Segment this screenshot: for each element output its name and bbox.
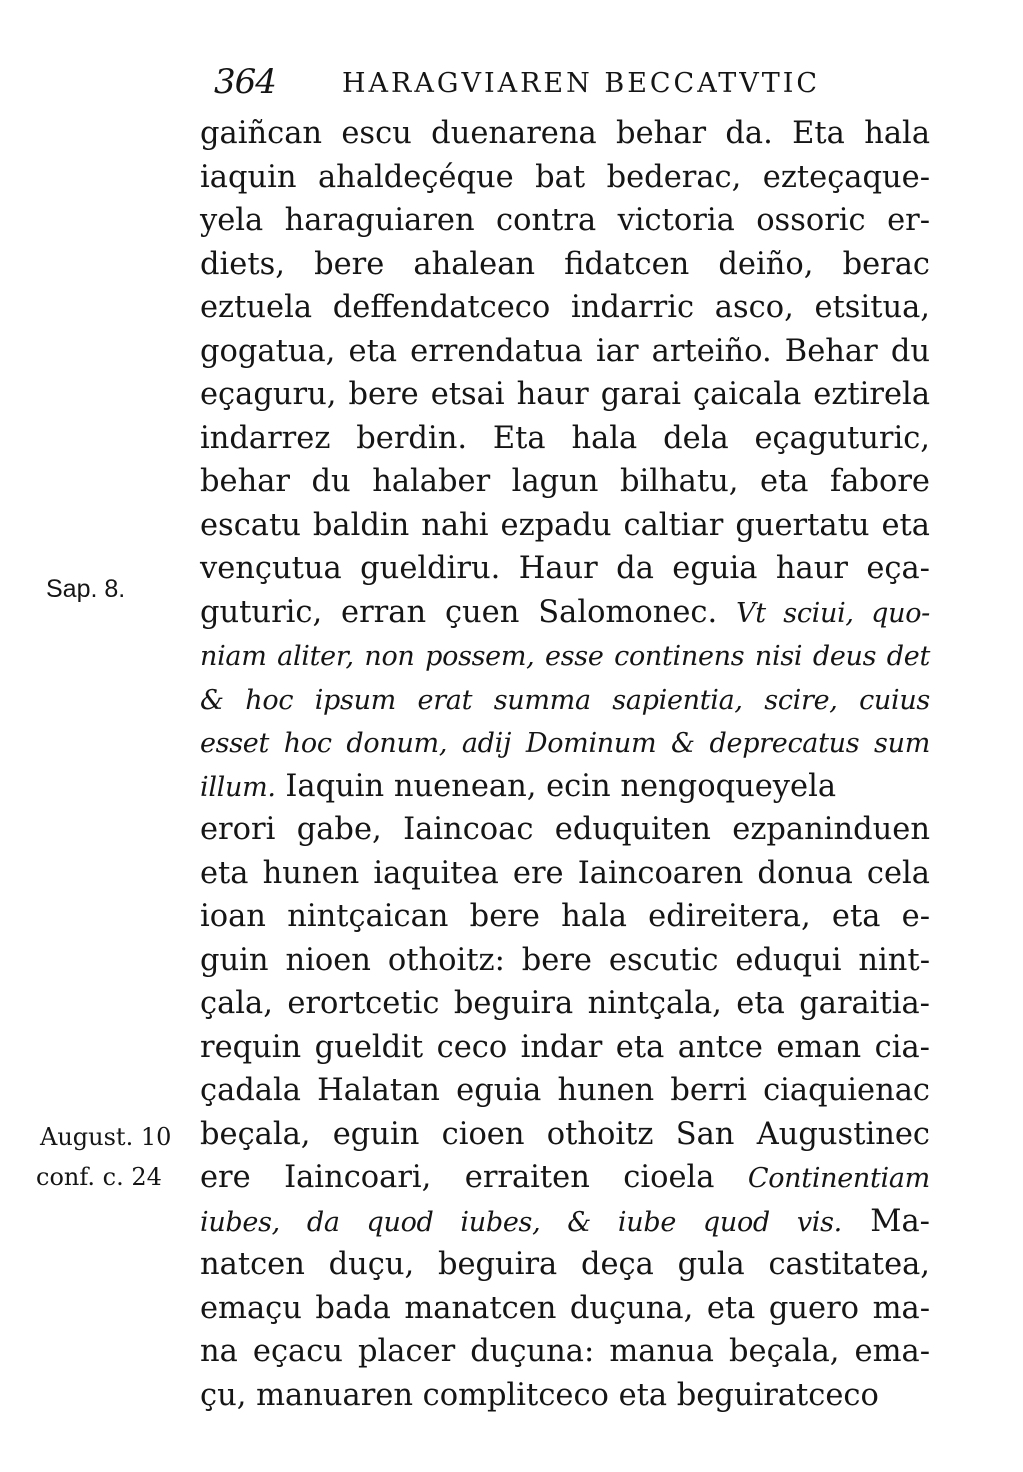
text-segment: iaquin ahaldeçéque bat bederac, ezteçaque- [200,159,930,195]
text-segment: requin gueldit ceco indar eta antce eman cia- [200,1029,930,1065]
text-segment: eçaguru, bere etsai haur garai çaicala eztirela [200,377,930,412]
text-line [200,417,930,461]
text-line [200,1113,930,1157]
text-segment: escatu baldin nahi ezpadu caltiar guertatu eta [200,507,930,543]
text-segment: indarrez berdin. Eta hala dela eçaguturic, [200,420,930,456]
latin-quote-segment: iubes, da quod iubes, & iube quod vis. [200,1206,842,1238]
text-line [200,243,930,287]
text-segment: ere Iaincoari, erraiten cioela [200,1160,748,1195]
text-segment: erori gabe, Iaincoac eduquiten ezpaninduen [200,812,930,847]
text-line [200,156,930,200]
latin-quote-segment: Vt sciui, quo- [736,597,930,629]
text-segment: ioan nintçaican bere hala edireitera, eta e- [200,899,930,934]
text-segment: Ma- [841,1203,930,1239]
text-segment: çu, manuaren complitceco eta beguiratceco [200,1377,879,1413]
text-line [200,504,930,548]
latin-quote-segment: Continentiam [747,1163,930,1194]
text-segment: gogatua, eta errendatua iar arteiño. Behar du [200,333,930,369]
text-line [200,286,930,330]
text-line [200,1287,930,1331]
text-line [200,678,930,722]
running-head: HARAGVIAREN BECCATVTIC [342,68,821,99]
text-segment: vençutua gueldiru. Haur da eguia haur eça- [200,551,930,586]
text-segment: guturic, erran çuen Salomonec. [200,594,737,630]
text-segment: guin nioen othoitz: bere escutic eduqui nint- [200,942,930,978]
text-line [200,1026,930,1070]
text-line [200,112,930,156]
text-segment: beçala, eguin cioen othoitz San Augustinec [200,1116,930,1152]
text-line [200,460,930,504]
text-segment: eztuela deffendatceco indarric asco, etsitua, [200,290,930,325]
text-line [200,895,930,939]
text-line [200,1069,930,1113]
page-header [200,58,960,106]
text-line [200,634,930,678]
text-line [200,1374,930,1418]
text-line [200,1200,930,1244]
body-text [200,112,930,1417]
page-number: 364 [214,62,276,102]
latin-quote-segment: & hoc ipsum erat summa sapientia, scire, cuius [200,684,930,716]
text-line [200,1243,930,1287]
text-segment: çala, erortcetic beguira nintçala, eta garaitia- [200,986,930,1021]
latin-quote-segment: illum. [200,771,276,803]
margin-note-sap: Sap. 8. [46,575,126,603]
text-line [200,1330,930,1374]
text-segment: gaiñcan escu duenarena behar da. Eta hala [200,116,930,151]
text-segment: yela haraguiaren contra victoria ossoric er- [200,203,930,238]
margin-note-augustine-2: conf. c. 24 [36,1163,162,1191]
text-segment: eta hunen iaquitea ere Iaincoaren donua cela [200,855,930,891]
text-segment: Iaquin nuenean, ecin nengoqueyela [275,768,837,804]
latin-quote-segment: niam aliter, non possem, esse continens nisi deus det [200,641,930,672]
text-line [200,547,930,591]
text-line [200,765,930,809]
text-line [200,939,930,983]
text-line [200,721,930,765]
text-segment: diets, bere ahalean fidatcen deiño, berac [200,246,930,282]
text-segment: na eçacu placer duçuna: manua beçala, ema- [200,1334,930,1369]
text-line [200,373,930,417]
text-line [200,808,930,852]
text-segment: emaçu bada manatcen duçuna, eta guero ma- [200,1290,930,1326]
text-line [200,982,930,1026]
latin-quote-segment: esset hoc donum, adij Dominum & deprecatus sum [200,728,930,759]
text-line [200,591,930,635]
text-line [200,330,930,374]
margin-note-augustine-1: August. 10 [40,1123,172,1151]
text-line [200,852,930,896]
text-line [200,1156,930,1200]
text-segment: behar du halaber lagun bilhatu, eta fabore [200,464,930,499]
text-line [200,199,930,243]
text-segment: çadala Halatan eguia hunen berri ciaquienac [200,1073,930,1108]
text-segment: natcen duçu, beguira deça gula castitatea, [200,1247,930,1282]
